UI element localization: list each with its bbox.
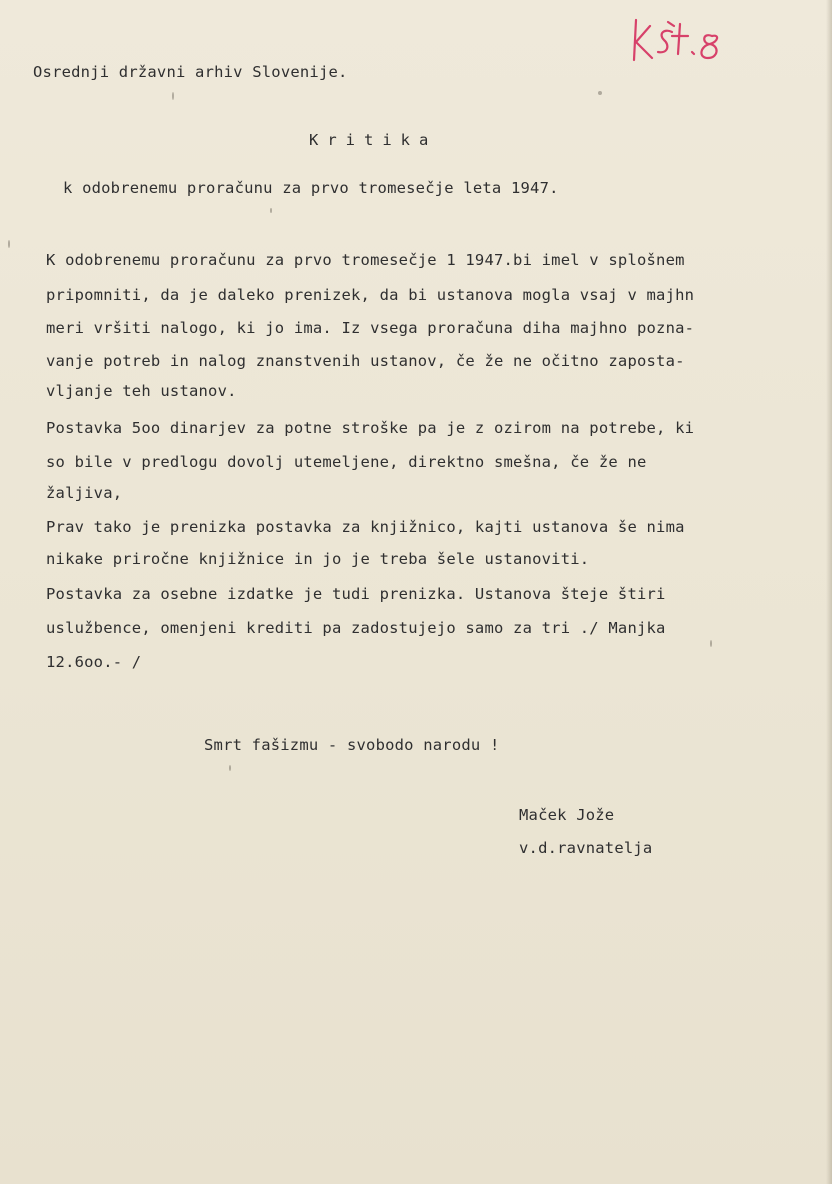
document-subtitle: k odobrenemu proračunu za prvo tromesečje leta 1947. bbox=[63, 179, 559, 197]
institution-name: Osrednji državni arhiv Slovenije. bbox=[33, 63, 348, 81]
body-line: Prav tako je prenizka postavka za knjižnico, kajti ustanova še nima bbox=[46, 518, 685, 536]
body-line: so bile v predlogu dovolj utemeljene, direktno smešna, če že ne bbox=[46, 453, 647, 471]
paper-speck bbox=[172, 92, 174, 100]
body-line: 12.6oo.- / bbox=[46, 653, 142, 671]
paper-speck bbox=[229, 765, 231, 771]
document-title: Kritika bbox=[309, 131, 438, 149]
body-line: žaljiva, bbox=[46, 484, 123, 502]
body-line: uslužbence, omenjeni krediti pa zadostujejo samo za tri ./ Manjka bbox=[46, 619, 666, 637]
body-line: Postavka za osebne izdatke je tudi prenizka. Ustanova šteje štiri bbox=[46, 585, 666, 603]
closing-salutation: Smrt fašizmu - svobodo narodu ! bbox=[204, 736, 500, 754]
body-line: K odobrenemu proračunu za prvo tromesečje 1 1947.bi imel v splošnem bbox=[46, 251, 685, 269]
signer-role: v.d.ravnatelja bbox=[519, 839, 653, 857]
handwritten-archive-mark bbox=[628, 14, 728, 66]
paper-speck bbox=[710, 640, 712, 647]
paper-speck bbox=[598, 91, 602, 95]
paper-speck bbox=[270, 208, 272, 213]
paper-speck bbox=[8, 240, 10, 248]
signer-name: Maček Jože bbox=[519, 806, 615, 824]
body-line: vanje potreb in nalog znanstvenih ustanov, če že ne očitno zaposta- bbox=[46, 352, 685, 370]
body-line: pripomniti, da je daleko prenizek, da bi ustanova mogla vsaj v majhn bbox=[46, 286, 695, 304]
body-line: Postavka 5oo dinarjev za potne stroške pa je z ozirom na potrebe, ki bbox=[46, 419, 695, 437]
page-edge-shadow bbox=[826, 0, 832, 1184]
body-line: meri vršiti nalogo, ki jo ima. Iz vsega proračuna diha majhno pozna- bbox=[46, 319, 695, 337]
body-line: nikake priročne knjižnice in jo je treba šele ustanoviti. bbox=[46, 550, 590, 568]
body-line: vljanje teh ustanov. bbox=[46, 382, 237, 400]
